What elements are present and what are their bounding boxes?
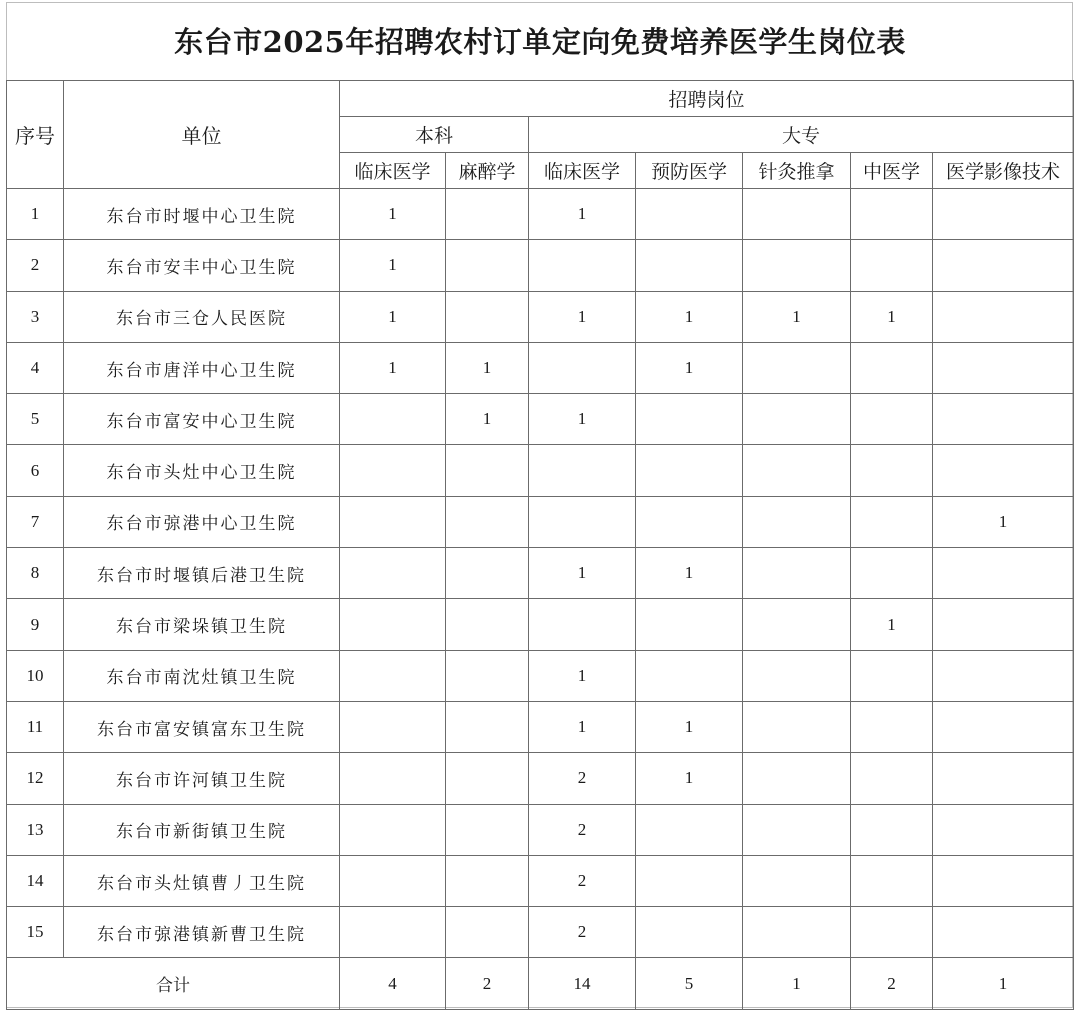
total-cell: 2 [851,958,933,1010]
table-row [7,701,1074,752]
header-undergrad: 本科 [340,117,529,153]
row-count-cell [636,240,743,291]
header-col-ug-anesthesia: 麻醉学 [446,153,529,189]
row-unit: 东台市弶港中心卫生院 [64,496,340,547]
row-count-cell [933,907,1074,958]
row-count-cell [340,599,446,650]
row-count-cell [743,189,851,240]
total-cell: 14 [529,958,636,1010]
row-count-cell [851,701,933,752]
table-row [7,907,1074,958]
row-count-cell: 1 [529,394,636,445]
table-row [7,650,1074,701]
row-index: 11 [7,701,64,752]
total-cell: 1 [933,958,1074,1010]
row-unit: 东台市头灶镇曹丿卫生院 [64,855,340,906]
header-college: 大专 [529,117,1074,153]
row-count-cell [743,548,851,599]
row-count-cell [446,753,529,804]
row-count-cell: 1 [636,342,743,393]
row-unit: 东台市安丰中心卫生院 [64,240,340,291]
row-count-cell [743,804,851,855]
row-index: 8 [7,548,64,599]
page-title: 东台市2025年招聘农村订单定向免费培养医学生岗位表 [174,25,906,59]
row-count-cell [340,650,446,701]
row-count-cell: 1 [636,701,743,752]
header-col-cc-acupuncture: 针灸推拿 [743,153,851,189]
row-count-cell [340,394,446,445]
table-row [7,599,1074,650]
row-count-cell [446,496,529,547]
row-count-cell: 1 [446,342,529,393]
row-count-cell [851,804,933,855]
row-count-cell [340,907,446,958]
row-count-cell [933,855,1074,906]
row-count-cell [529,496,636,547]
row-count-cell [743,907,851,958]
row-count-cell [851,907,933,958]
row-index: 4 [7,342,64,393]
row-count-cell [340,496,446,547]
row-count-cell [933,804,1074,855]
row-count-cell: 1 [636,753,743,804]
row-count-cell [636,394,743,445]
row-count-cell: 1 [340,342,446,393]
row-count-cell [851,394,933,445]
row-count-cell: 2 [529,855,636,906]
row-count-cell [340,753,446,804]
row-count-cell [743,599,851,650]
row-index: 12 [7,753,64,804]
table-row [7,445,1074,496]
row-count-cell [446,240,529,291]
row-count-cell [446,701,529,752]
row-unit: 东台市时堰镇后港卫生院 [64,548,340,599]
row-count-cell: 1 [529,650,636,701]
row-count-cell [446,907,529,958]
row-count-cell [636,189,743,240]
row-unit: 东台市新街镇卫生院 [64,804,340,855]
row-count-cell [851,496,933,547]
row-count-cell [851,189,933,240]
total-cell: 1 [743,958,851,1010]
table-body [7,189,1074,958]
row-count-cell: 2 [529,753,636,804]
row-count-cell: 1 [851,599,933,650]
table-row [7,753,1074,804]
row-count-cell: 1 [340,291,446,342]
row-count-cell [743,445,851,496]
row-count-cell [446,445,529,496]
row-count-cell [446,650,529,701]
table-row [7,240,1074,291]
row-count-cell [446,548,529,599]
row-index: 7 [7,496,64,547]
total-cell: 2 [446,958,529,1010]
row-index: 6 [7,445,64,496]
row-count-cell [340,804,446,855]
row-count-cell [851,753,933,804]
row-index: 1 [7,189,64,240]
row-count-cell: 2 [529,907,636,958]
row-count-cell [743,753,851,804]
total-label: 合计 [7,958,340,1010]
row-count-cell [743,342,851,393]
row-index: 9 [7,599,64,650]
row-count-cell [340,855,446,906]
row-count-cell [933,599,1074,650]
row-count-cell [851,855,933,906]
row-unit: 东台市三仓人民医院 [64,291,340,342]
row-count-cell: 1 [529,189,636,240]
row-count-cell [743,240,851,291]
row-count-cell [933,291,1074,342]
row-count-cell [743,394,851,445]
row-count-cell: 1 [743,291,851,342]
table-row [7,855,1074,906]
row-count-cell [446,804,529,855]
row-count-cell [636,804,743,855]
row-count-cell [636,496,743,547]
header-col-ug-clinical: 临床医学 [340,153,446,189]
row-count-cell [340,548,446,599]
row-count-cell [933,753,1074,804]
row-index: 10 [7,650,64,701]
row-unit: 东台市富安镇富东卫生院 [64,701,340,752]
row-count-cell: 1 [636,291,743,342]
table-row [7,291,1074,342]
table-header [7,81,1074,189]
row-count-cell [933,342,1074,393]
row-count-cell [743,701,851,752]
total-row [7,958,1074,1010]
row-count-cell [851,445,933,496]
row-count-cell [636,855,743,906]
header-positions: 招聘岗位 [340,81,1074,117]
row-count-cell [636,907,743,958]
row-count-cell [529,445,636,496]
row-count-cell [636,445,743,496]
row-count-cell [851,240,933,291]
total-cell: 5 [636,958,743,1010]
row-count-cell [446,855,529,906]
row-count-cell: 1 [529,291,636,342]
header-col-cc-tcm: 中医学 [851,153,933,189]
total-cell: 4 [340,958,446,1010]
row-count-cell [933,650,1074,701]
row-count-cell [529,599,636,650]
row-count-cell [933,189,1074,240]
header-col-cc-clinical: 临床医学 [529,153,636,189]
row-count-cell: 1 [933,496,1074,547]
table-row [7,804,1074,855]
row-count-cell: 1 [340,189,446,240]
row-count-cell [446,599,529,650]
row-count-cell [529,240,636,291]
row-count-cell: 1 [529,701,636,752]
row-count-cell [636,650,743,701]
row-count-cell [529,342,636,393]
row-unit: 东台市许河镇卫生院 [64,753,340,804]
row-count-cell [933,394,1074,445]
row-count-cell [851,650,933,701]
row-unit: 东台市南沈灶镇卫生院 [64,650,340,701]
row-count-cell: 1 [529,548,636,599]
row-count-cell [743,855,851,906]
header-index: 序号 [7,81,64,189]
row-count-cell [851,342,933,393]
header-col-cc-preventive: 预防医学 [636,153,743,189]
row-count-cell [933,240,1074,291]
row-index: 2 [7,240,64,291]
row-unit: 东台市弶港镇新曹卫生院 [64,907,340,958]
table-row [7,548,1074,599]
positions-table [6,80,1074,1010]
row-count-cell: 1 [636,548,743,599]
row-count-cell [446,291,529,342]
row-count-cell [743,496,851,547]
table-row [7,342,1074,393]
row-count-cell: 1 [446,394,529,445]
row-count-cell [340,445,446,496]
row-unit: 东台市富安中心卫生院 [64,394,340,445]
row-count-cell [933,701,1074,752]
table-footer [7,958,1074,1010]
row-index: 15 [7,907,64,958]
row-count-cell [446,189,529,240]
table-row [7,496,1074,547]
row-count-cell [340,701,446,752]
row-count-cell [851,548,933,599]
row-count-cell: 1 [851,291,933,342]
row-count-cell: 2 [529,804,636,855]
row-count-cell [933,548,1074,599]
row-unit: 东台市唐洋中心卫生院 [64,342,340,393]
row-index: 3 [7,291,64,342]
row-count-cell [636,599,743,650]
header-col-cc-imaging: 医学影像技术 [933,153,1074,189]
row-unit: 东台市时堰中心卫生院 [64,189,340,240]
row-unit: 东台市梁垛镇卫生院 [64,599,340,650]
row-count-cell [743,650,851,701]
row-count-cell [933,445,1074,496]
row-unit: 东台市头灶中心卫生院 [64,445,340,496]
table-row [7,189,1074,240]
row-index: 5 [7,394,64,445]
row-index: 13 [7,804,64,855]
table-row [7,394,1074,445]
row-count-cell: 1 [340,240,446,291]
header-unit: 单位 [64,81,340,189]
row-index: 14 [7,855,64,906]
